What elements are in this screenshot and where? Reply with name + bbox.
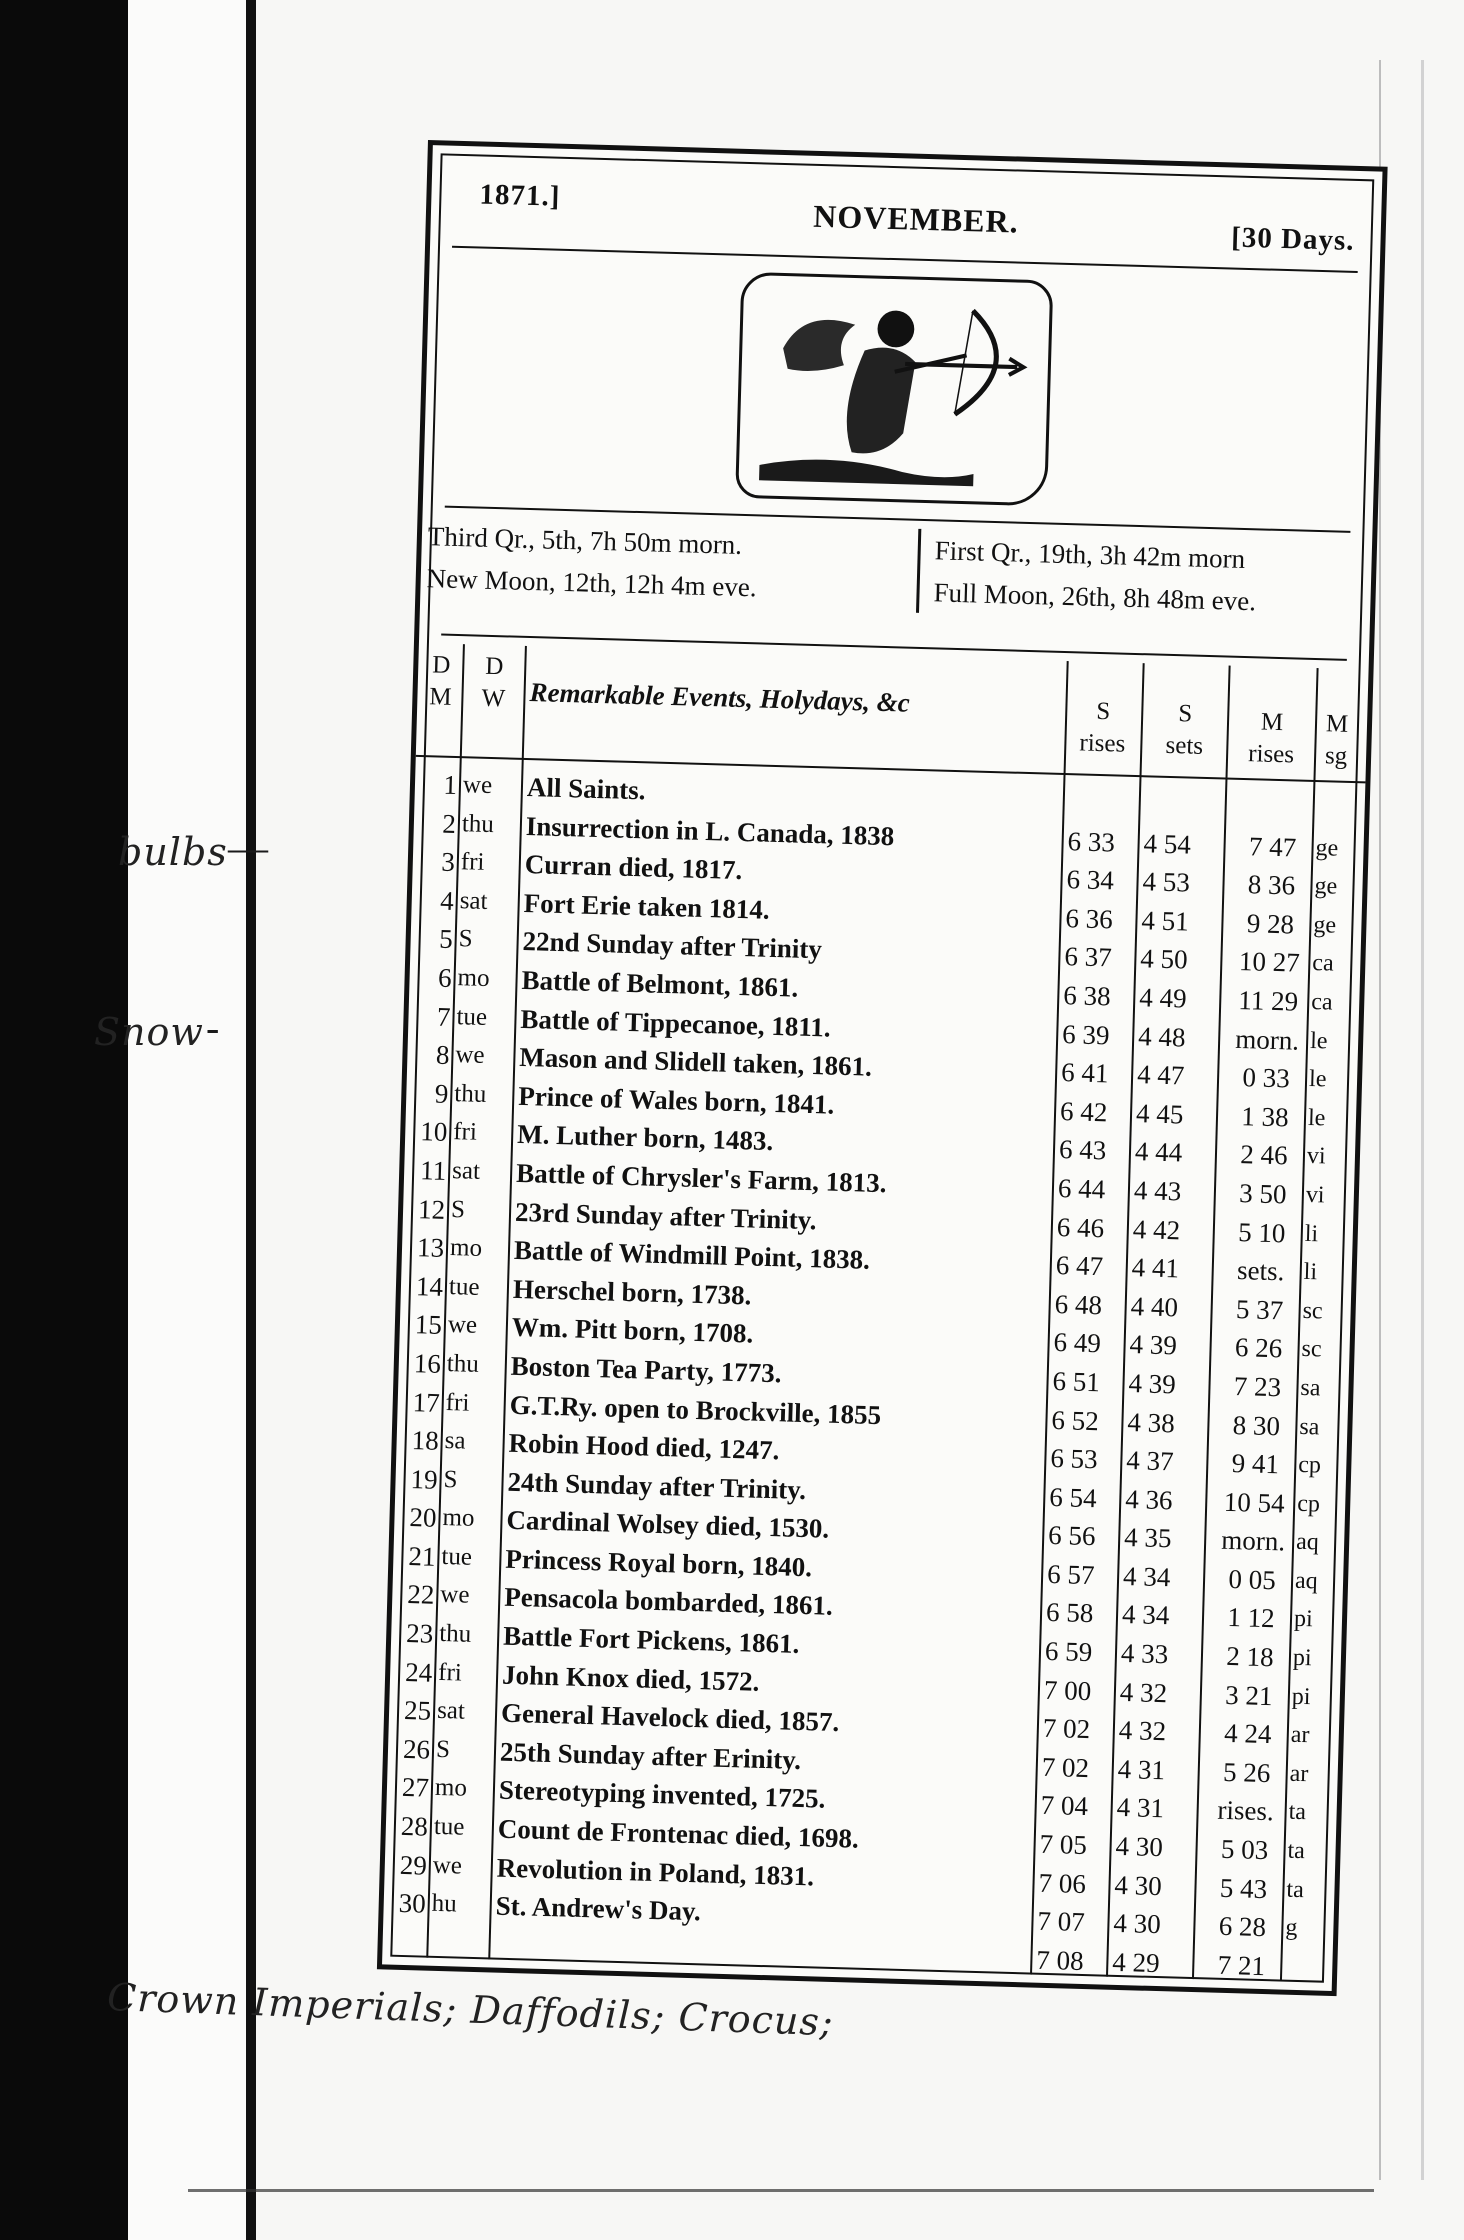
moon-rises-cell: 5 37 — [1235, 1293, 1284, 1326]
sun-rises-cell: 6 57 — [1046, 1558, 1095, 1591]
event-text-cell: Battle of Chrysler's Farm, 1813. — [515, 1157, 887, 1199]
sun-rises-cell: 6 49 — [1053, 1327, 1102, 1359]
moon-rises-cell: 6 28 — [1218, 1911, 1267, 1943]
handwritten-note-flowers: Crown Imperials; Daffodils; Crocus; — [106, 1975, 835, 2045]
sun-rises-cell: 6 52 — [1051, 1404, 1100, 1436]
moon-phase-third-quarter: Third Qr., 5th, 7h 50m morn. — [427, 521, 743, 560]
sun-rises-cell: 6 46 — [1056, 1211, 1105, 1243]
day-of-month-cell: 9 — [434, 1078, 449, 1109]
day-of-week-cell: sat — [436, 1697, 466, 1725]
day-of-month-cell: 25 — [403, 1695, 432, 1726]
day-of-month-cell: 8 — [435, 1039, 450, 1071]
sun-sets-cell: 4 30 — [1113, 1908, 1162, 1940]
sun-rises-cell: 6 51 — [1052, 1365, 1101, 1398]
moon-sign-cell: cp — [1296, 1490, 1321, 1518]
moon-phases-right — [916, 529, 1258, 622]
handwritten-dash: - — [206, 1005, 220, 1050]
day-of-month-cell: 3 — [440, 846, 456, 878]
event-text-cell: 25th Sunday after Erinity. — [499, 1736, 802, 1775]
moon-rises-cell: 2 46 — [1239, 1139, 1289, 1171]
event-text-cell: General Havelock died, 1857. — [500, 1697, 840, 1738]
handwritten-note-bulbs: bulbs — [118, 830, 228, 874]
day-of-week-cell: mo — [442, 1504, 475, 1533]
moon-sign-cell: vi — [1305, 1181, 1325, 1209]
col-header-day-of-month: D M — [428, 651, 452, 711]
moon-sign-cell: ta — [1287, 1837, 1306, 1865]
moon-sign-cell: vi — [1306, 1143, 1326, 1170]
event-text-cell: John Knox died, 1572. — [501, 1659, 760, 1697]
day-of-week-cell: hu — [431, 1890, 458, 1918]
moon-rises-cell: 5 26 — [1222, 1756, 1271, 1788]
sun-rises-cell: 6 38 — [1062, 980, 1112, 1012]
moon-sign-cell: le — [1309, 1027, 1328, 1055]
day-of-week-cell: we — [455, 1041, 485, 1070]
sun-sets-cell: 4 32 — [1119, 1676, 1168, 1708]
event-text-cell: All Saints. — [526, 772, 646, 806]
day-of-week-cell: tue — [433, 1812, 465, 1841]
sun-sets-cell: 4 44 — [1134, 1136, 1183, 1168]
moon-sign-cell: g — [1285, 1914, 1298, 1942]
moon-rises-cell: 0 05 — [1228, 1563, 1277, 1596]
day-of-week-cell: S — [435, 1735, 451, 1764]
moon-sign-cell — [1285, 1947, 1335, 1948]
sun-rises-cell: 7 02 — [1042, 1713, 1091, 1745]
event-text-cell: Boston Tea Party, 1773. — [510, 1350, 782, 1389]
day-of-month-cell: 16 — [413, 1347, 442, 1379]
moon-rises-cell: 9 41 — [1231, 1448, 1280, 1480]
moon-phases-left — [426, 515, 758, 608]
day-of-month-cell — [383, 1922, 425, 1923]
day-of-week-cell: tue — [448, 1272, 480, 1301]
moon-rises-cell: 2 18 — [1225, 1640, 1275, 1673]
handwritten-dash: — — [228, 825, 268, 870]
sun-sets-cell: 4 33 — [1120, 1638, 1169, 1670]
sun-sets-cell: 4 39 — [1129, 1329, 1178, 1361]
moon-rises-cell: 8 30 — [1232, 1409, 1281, 1441]
moon-sign-cell: pi — [1292, 1644, 1312, 1672]
sun-rises-cell: 6 44 — [1057, 1172, 1106, 1205]
sun-sets-cell: 4 35 — [1123, 1522, 1172, 1554]
day-of-month-cell: 30 — [398, 1888, 427, 1919]
sun-sets-cell: 4 39 — [1128, 1367, 1177, 1400]
moon-sign-cell: le — [1307, 1104, 1326, 1132]
moon-rises-cell: 7 47 — [1248, 830, 1297, 863]
col-header-day-of-week: D W — [481, 652, 506, 713]
sun-sets-cell: 4 43 — [1133, 1175, 1182, 1207]
sun-sets-cell: 4 53 — [1142, 866, 1191, 898]
moon-sign-cell: ar — [1290, 1721, 1310, 1749]
col-header-moon-rises: M rises — [1247, 708, 1295, 769]
day-of-month-cell: 1 — [443, 769, 458, 801]
moon-rises-cell: 10 54 — [1223, 1486, 1286, 1519]
day-of-week-cell: we — [462, 771, 493, 800]
sun-rises-cell: 6 56 — [1047, 1520, 1096, 1552]
sun-sets-cell: 4 31 — [1116, 1792, 1165, 1824]
moon-sign-cell: cp — [1297, 1451, 1322, 1479]
moon-sign-cell: pi — [1291, 1683, 1311, 1710]
col-header-sun-sets: S sets — [1165, 700, 1204, 760]
event-text-cell: G.T.Ry. open to Brockville, 1855 — [509, 1389, 882, 1430]
sun-rises-cell: 7 07 — [1037, 1905, 1086, 1938]
sun-sets-cell: 4 40 — [1130, 1290, 1179, 1323]
moon-rises-cell: 1 38 — [1241, 1100, 1290, 1133]
day-of-month-cell: 20 — [409, 1502, 437, 1534]
moon-sign-cell: sa — [1299, 1413, 1320, 1440]
event-text-cell: Battle of Windmill Point, 1838. — [513, 1234, 871, 1275]
days-count: [30 Days. — [1230, 221, 1355, 257]
sun-sets-cell: 4 29 — [1111, 1946, 1161, 1978]
day-of-month-cell: 26 — [402, 1733, 431, 1765]
day-of-week-cell: S — [450, 1195, 466, 1223]
event-text-cell: Prince of Wales born, 1841. — [517, 1080, 835, 1120]
moon-sign-cell: ge — [1313, 911, 1337, 939]
day-of-month-cell: 14 — [415, 1270, 444, 1302]
day-of-week-cell: mo — [449, 1234, 483, 1263]
sun-rises-cell: 6 47 — [1055, 1250, 1104, 1282]
moon-rises-cell: 3 50 — [1238, 1178, 1287, 1210]
sun-sets-cell: 4 50 — [1140, 943, 1189, 975]
event-text-cell: Herschel born, 1738. — [512, 1273, 752, 1311]
moon-sign-cell: ca — [1311, 950, 1335, 977]
moon-sign-cell: ge — [1314, 873, 1338, 900]
event-text-cell: M. Luther born, 1483. — [516, 1119, 774, 1157]
event-text-cell: 24th Sunday after Trinity. — [507, 1466, 807, 1505]
day-of-month-cell: 11 — [419, 1155, 447, 1186]
moon-sign-cell: sa — [1300, 1374, 1321, 1402]
day-of-week-cell: thu — [454, 1079, 487, 1108]
moon-rises-cell: 10 27 — [1238, 946, 1301, 979]
sun-sets-cell: 4 34 — [1121, 1599, 1170, 1631]
year-label: 1871.] — [479, 178, 561, 213]
sun-rises-cell: 6 36 — [1065, 902, 1114, 935]
day-of-week-cell: we — [440, 1581, 470, 1610]
event-text-cell: 23rd Sunday after Trinity. — [514, 1196, 817, 1235]
day-of-month-cell: 10 — [419, 1116, 448, 1148]
event-text-cell: Battle of Belmont, 1861. — [521, 964, 799, 1003]
event-text-cell: St. Andrew's Day. — [495, 1890, 702, 1927]
day-of-month-cell: 19 — [410, 1463, 439, 1495]
moon-rises-cell: 5 10 — [1237, 1216, 1286, 1248]
day-of-month-cell: 17 — [412, 1386, 441, 1418]
sun-rises-cell: 6 37 — [1064, 941, 1113, 973]
col-header-moon-sign: M sg — [1324, 710, 1349, 770]
sun-rises-cell: 6 54 — [1048, 1481, 1098, 1513]
sun-sets-cell: 4 49 — [1138, 982, 1187, 1014]
event-text-cell: Battle Fort Pickens, 1861. — [502, 1620, 800, 1660]
day-of-week-cell: thu — [438, 1619, 472, 1648]
moon-sign-cell: li — [1303, 1259, 1318, 1286]
event-text-cell: Stereotyping invented, 1725. — [498, 1775, 826, 1815]
day-of-month-cell: 6 — [437, 962, 453, 993]
day-of-month-cell: 12 — [417, 1193, 446, 1225]
day-of-month-cell: 27 — [401, 1772, 430, 1804]
day-of-week-cell: sat — [451, 1157, 481, 1185]
sun-sets-cell: 4 31 — [1117, 1753, 1166, 1786]
moon-sign-cell: sc — [1302, 1297, 1324, 1325]
sun-rises-cell: 7 02 — [1041, 1751, 1090, 1783]
sun-rises-cell: 6 42 — [1059, 1095, 1108, 1128]
left-page-margin — [128, 0, 256, 2240]
day-of-week-cell: mo — [434, 1774, 468, 1803]
calendar-rows — [382, 765, 1365, 1987]
moon-rises-cell: 5 43 — [1219, 1872, 1268, 1904]
moon-phase-full-moon: Full Moon, 26th, 8h 48m eve. — [933, 577, 1257, 617]
sun-sets-cell: 4 45 — [1135, 1097, 1184, 1130]
moon-sign-cell: li — [1304, 1220, 1319, 1247]
day-of-week-cell: we — [447, 1311, 478, 1340]
sun-sets-cell: 4 30 — [1115, 1830, 1164, 1863]
moon-rises-cell: 3 21 — [1224, 1679, 1273, 1711]
day-of-week-cell: mo — [457, 964, 490, 993]
day-of-month-cell: 22 — [406, 1579, 435, 1611]
moon-rises-cell: 1 12 — [1227, 1602, 1276, 1634]
day-of-month-cell: 15 — [414, 1309, 443, 1341]
sun-sets-cell: 4 41 — [1131, 1252, 1180, 1284]
sun-rises-cell: 6 41 — [1060, 1057, 1109, 1089]
event-text-cell: 22nd Sunday after Trinity — [522, 926, 823, 965]
event-text-cell: Fort Erie taken 1814. — [523, 887, 771, 925]
moon-rises-cell: 9 28 — [1246, 907, 1295, 940]
moon-rises-cell: 7 23 — [1233, 1370, 1282, 1403]
day-of-week-cell: tue — [441, 1542, 473, 1571]
day-of-month-cell: 7 — [436, 1001, 451, 1032]
moon-sign-cell: sc — [1301, 1336, 1322, 1363]
event-text-cell: Count de Frontenac died, 1698. — [497, 1813, 860, 1854]
month-title: NOVEMBER. — [812, 197, 1020, 240]
day-of-week-cell: sa — [444, 1427, 466, 1455]
handwritten-note-snow: Snow — [94, 1010, 204, 1054]
event-text-cell: Mason and Slidell taken, 1861. — [519, 1042, 873, 1082]
moon-sign-cell: aq — [1294, 1567, 1319, 1595]
day-of-week-cell: tue — [456, 1002, 488, 1031]
sun-sets-cell: 4 48 — [1137, 1020, 1186, 1053]
moon-sign-cell: ta — [1288, 1799, 1307, 1826]
moon-rises-cell: 8 36 — [1247, 869, 1296, 901]
col-header-events: Remarkable Events, Holydays, &c — [529, 677, 911, 718]
sun-rises-cell: 7 05 — [1039, 1828, 1088, 1861]
day-of-month-cell: 21 — [408, 1540, 436, 1572]
almanac-table — [377, 140, 1388, 1996]
event-text-cell: Wm. Pitt born, 1708. — [511, 1312, 754, 1349]
day-of-month-cell: 29 — [399, 1849, 428, 1881]
sun-rises-cell: 6 59 — [1044, 1635, 1093, 1668]
sun-rises-cell: 6 33 — [1067, 825, 1116, 858]
day-of-month-cell: 18 — [411, 1425, 440, 1456]
sun-sets-cell: 4 54 — [1143, 827, 1192, 860]
day-of-week-cell: we — [432, 1851, 463, 1880]
page-bottom-edge — [188, 2189, 1374, 2200]
sun-sets-cell: 4 38 — [1127, 1406, 1176, 1438]
moon-rises-cell: sets. — [1236, 1255, 1285, 1287]
day-of-month-cell: 2 — [442, 808, 457, 839]
moon-sign-cell: ge — [1315, 834, 1339, 862]
calendar-grid — [382, 643, 1368, 1983]
sun-rises-cell: 6 48 — [1054, 1288, 1103, 1320]
event-text-cell: Cardinal Wolsey died, 1530. — [506, 1505, 830, 1545]
sun-rises-cell: 6 39 — [1061, 1018, 1110, 1050]
moon-rises-cell — [1233, 788, 1315, 790]
moon-phase-new-moon: New Moon, 12th, 12h 4m eve. — [426, 563, 758, 603]
sun-rises-cell: 7 04 — [1040, 1790, 1089, 1822]
moon-sign-cell: ar — [1289, 1760, 1309, 1788]
col-header-sun-rises: S rises — [1079, 697, 1126, 758]
sun-rises-cell: 7 00 — [1043, 1674, 1092, 1706]
event-text-cell: Curran died, 1817. — [524, 849, 743, 886]
moon-sign-cell: pi — [1293, 1606, 1314, 1633]
sun-sets-cell: 4 42 — [1132, 1213, 1181, 1245]
sun-sets-cell: 4 32 — [1118, 1715, 1167, 1747]
day-of-week-cell: thu — [461, 809, 495, 838]
day-of-week-cell: fri — [445, 1388, 470, 1417]
day-of-month-cell: 28 — [400, 1810, 429, 1842]
moon-rises-cell: 6 26 — [1234, 1332, 1283, 1364]
moon-phase-first-quarter: First Qr., 19th, 3h 42m morn — [934, 535, 1246, 574]
moon-rises-cell: rises. — [1217, 1795, 1275, 1827]
day-of-week-cell: fri — [437, 1658, 463, 1687]
day-of-week-cell: fri — [452, 1118, 478, 1147]
sun-sets-cell: 4 47 — [1136, 1059, 1185, 1091]
day-of-week-cell: fri — [460, 848, 485, 877]
sun-rises-cell: 6 43 — [1058, 1134, 1107, 1166]
event-text-cell: Princess Royal born, 1840. — [505, 1543, 813, 1583]
moon-rises-cell: 7 21 — [1217, 1949, 1266, 1981]
event-text-cell: Robin Hood died, 1247. — [508, 1427, 780, 1466]
sun-sets-cell: 4 37 — [1125, 1445, 1175, 1477]
moon-rises-cell: 5 03 — [1220, 1833, 1269, 1866]
moon-rises-cell: 0 33 — [1242, 1062, 1291, 1094]
event-text-cell: Battle of Tippecanoe, 1811. — [520, 1003, 832, 1043]
moon-rises-cell: morn. — [1234, 1023, 1300, 1056]
day-of-month-cell: 13 — [416, 1232, 445, 1263]
archer-illustration — [738, 275, 1050, 503]
page-edge — [1379, 60, 1424, 2180]
sagittarius-vignette — [735, 272, 1053, 507]
sun-rises-cell: 7 06 — [1038, 1867, 1087, 1899]
moon-sign-cell — [1317, 790, 1367, 791]
day-of-month-cell: 23 — [405, 1618, 434, 1649]
sun-rises-cell: 6 58 — [1045, 1597, 1094, 1629]
moon-sign-cell: le — [1308, 1066, 1327, 1093]
moon-sign-cell: ca — [1310, 988, 1333, 1016]
moon-rises-cell: 11 29 — [1238, 984, 1299, 1017]
day-of-month-cell: 24 — [404, 1656, 433, 1688]
day-of-month-cell: 5 — [438, 924, 454, 955]
day-of-week-cell: sat — [459, 886, 488, 915]
sun-rises-cell: 6 53 — [1050, 1442, 1099, 1475]
sun-sets-cell: 4 51 — [1141, 905, 1190, 937]
day-of-week-cell: thu — [446, 1349, 480, 1378]
moon-rises-cell: morn. — [1220, 1524, 1286, 1557]
moon-sign-cell: ta — [1286, 1876, 1305, 1903]
event-text-cell: Insurrection in L. Canada, 1838 — [525, 810, 895, 851]
sun-sets-cell: 4 30 — [1114, 1869, 1163, 1901]
moon-sign-cell: aq — [1295, 1529, 1320, 1556]
sun-sets-cell: 4 34 — [1122, 1560, 1171, 1593]
moon-rises-cell: 4 24 — [1223, 1718, 1272, 1750]
event-text-cell: Revolution in Poland, 1831. — [496, 1852, 815, 1892]
sun-rises-cell: 7 08 — [1036, 1944, 1085, 1976]
sun-rises-cell: 6 34 — [1066, 864, 1115, 896]
almanac-page — [94, 0, 1464, 2240]
day-of-week-cell: S — [458, 925, 473, 953]
day-of-week-cell: S — [443, 1465, 458, 1494]
sun-sets-cell: 4 36 — [1124, 1483, 1173, 1516]
event-text-cell: Pensacola bombarded, 1861. — [503, 1582, 834, 1622]
day-of-month-cell: 4 — [439, 885, 455, 916]
